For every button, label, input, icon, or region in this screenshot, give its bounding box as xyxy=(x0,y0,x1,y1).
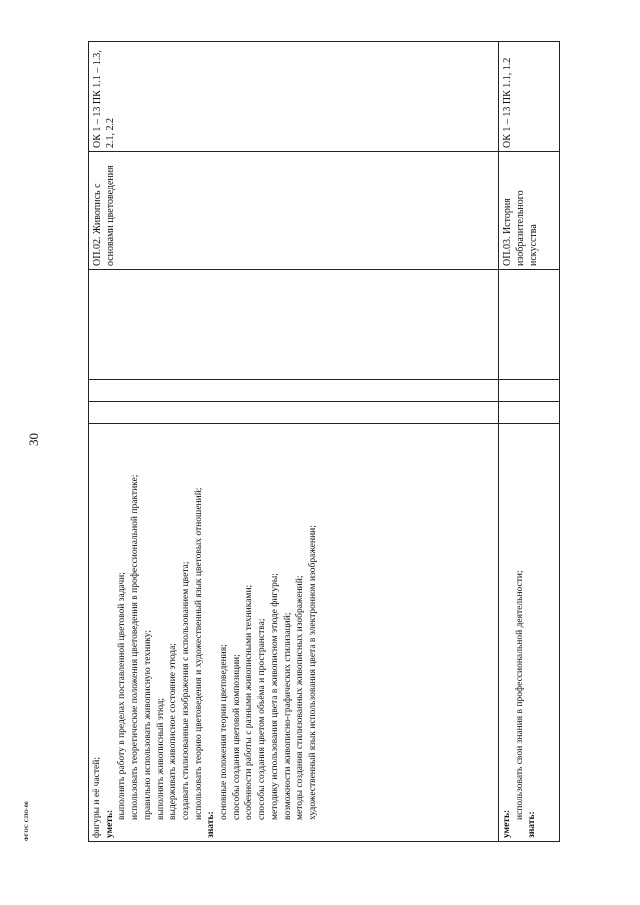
empty-cell xyxy=(89,270,499,380)
knowledge-item: основные положения теории цветоведения; xyxy=(219,644,230,820)
knowledge-item: особенности работы с разными живописными техниками; xyxy=(244,584,255,820)
empty-cell xyxy=(89,380,499,402)
competencies-cell: ОК 1 – 13 ПК 1.1 – 1.3, 2.1, 2.2 xyxy=(89,42,499,152)
content-cell xyxy=(499,424,560,842)
skill-item: использовать теоретические положения цветоведения в профессиональной практике; xyxy=(130,474,141,820)
knowledge-item: художественный язык использования цвета в электронном изображении; xyxy=(307,525,318,820)
empty-cell xyxy=(89,402,499,424)
knowledge-item: методику использования цвета в живописном этюде фигуры; xyxy=(269,573,280,820)
rotated-page xyxy=(88,42,560,842)
skill-item: выдерживать живописное состояние этюда; xyxy=(168,643,179,820)
skill-item: выполнять работу в пределах поставленной цветовой задачи; xyxy=(117,572,128,820)
knowledge-item: возможности живописно-графических стилизаций; xyxy=(282,612,293,820)
empty-cell xyxy=(499,270,560,380)
page-number: 30 xyxy=(26,433,41,446)
knowledge-heading: знать: xyxy=(206,811,217,838)
footer-code: ФГОС СПО-06 xyxy=(24,801,30,841)
skill-item: правильно использовать живописную технику; xyxy=(142,629,153,820)
empty-cell xyxy=(499,402,560,424)
knowledge-heading: знать: xyxy=(527,811,538,838)
curriculum-table xyxy=(88,41,560,842)
competencies-cell: ОК 1 – 13 ПК 1.1, 1.2 xyxy=(499,42,560,152)
content-cell xyxy=(89,424,499,842)
skill-item: использовать теорию цветоведения и художественный язык цветовых отношений; xyxy=(193,487,204,820)
knowledge-item: способы создания цветом объёма и пространства; xyxy=(257,618,268,820)
intro-text: фигуры и её частей; xyxy=(92,757,102,838)
knowledge-item: способы создания цветовой композиции; xyxy=(231,654,242,820)
skill-item: выполнять живописный этюд; xyxy=(155,697,166,820)
table-row xyxy=(499,42,560,842)
skills-heading: уметь: xyxy=(502,809,512,838)
skills-heading: уметь: xyxy=(104,809,115,838)
discipline-cell: ОП.02. Живопись с основами цветоведения xyxy=(89,152,499,270)
table-row xyxy=(89,42,499,842)
skill-item: использовать свои знания в профессиональной деятельности; xyxy=(514,570,525,820)
empty-cell xyxy=(499,380,560,402)
knowledge-item: методы создания стилизованных живописных изображений; xyxy=(295,575,306,820)
discipline-cell: ОП.03. История изобразительного искусства xyxy=(499,152,560,270)
skill-item: создавать стилизованные изображения с использованием цвета; xyxy=(180,561,191,820)
